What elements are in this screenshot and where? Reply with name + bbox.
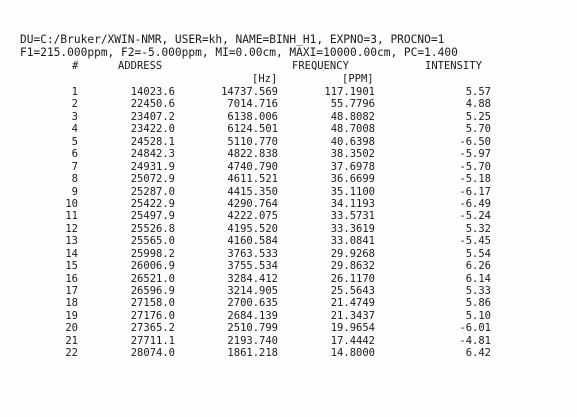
frequency-ppm-cell: 29.9268	[330, 247, 375, 260]
frequency-ppm-cell: 29.8632	[330, 260, 375, 273]
intensity-cell: 5.86	[465, 297, 491, 310]
intensity-cell: -6.49	[459, 197, 491, 210]
frequency-ppm-cell: 33.0841	[330, 235, 375, 248]
column-header-address: ADDRESS	[118, 60, 163, 72]
frequency-ppm-cell: 17.4442	[330, 334, 375, 347]
table-row	[0, 161, 577, 173]
intensity-cell: 6.14	[465, 272, 491, 285]
peak-number-cell: 8	[71, 173, 78, 186]
intensity-cell: -5.45	[459, 235, 491, 248]
frequency-hz-cell: 4222.075	[227, 210, 278, 223]
intensity-cell: 5.32	[465, 222, 491, 235]
peak-number-cell: 16	[65, 272, 78, 285]
frequency-hz-cell: 3763.533	[227, 247, 278, 260]
frequency-ppm-cell: 48.8082	[330, 110, 375, 123]
frequency-hz-cell: 2684.139	[227, 309, 278, 322]
frequency-ppm-cell: 33.5731	[330, 210, 375, 223]
peak-number-cell: 10	[65, 197, 78, 210]
frequency-hz-cell: 3755.534	[227, 260, 278, 273]
peak-number-cell: 14	[65, 247, 78, 260]
peak-table	[0, 86, 577, 360]
peak-number-cell: 13	[65, 235, 78, 248]
peak-number-cell: 20	[65, 322, 78, 335]
table-row	[0, 148, 577, 160]
address-cell: 27176.0	[130, 309, 175, 322]
peak-number-cell: 12	[65, 222, 78, 235]
address-cell: 27158.0	[130, 297, 175, 310]
table-row	[0, 173, 577, 185]
frequency-ppm-cell: 37.6978	[330, 160, 375, 173]
peak-number-cell: 21	[65, 334, 78, 347]
address-cell: 28074.0	[130, 347, 175, 360]
address-cell: 23422.0	[130, 123, 175, 136]
address-cell: 23407.2	[130, 110, 175, 123]
intensity-cell: -5.70	[459, 160, 491, 173]
intensity-cell: 5.10	[465, 309, 491, 322]
intensity-cell: 6.42	[465, 347, 491, 360]
frequency-hz-cell: 1861.218	[227, 347, 278, 360]
frequency-ppm-cell: 55.7796	[330, 98, 375, 111]
table-row	[0, 223, 577, 235]
frequency-hz-cell: 2700.635	[227, 297, 278, 310]
intensity-cell: -5.18	[459, 173, 491, 186]
peak-number-cell: 4	[71, 123, 78, 136]
frequency-hz-cell: 2510.799	[227, 322, 278, 335]
frequency-hz-cell: 4290.764	[227, 197, 278, 210]
frequency-ppm-cell: 117.1901	[324, 86, 375, 98]
table-row	[0, 98, 577, 110]
frequency-hz-cell: 3214.905	[227, 285, 278, 297]
address-cell: 25072.9	[130, 173, 175, 186]
frequency-ppm-cell: 38.3502	[330, 148, 375, 161]
frequency-ppm-cell: 36.6699	[330, 173, 375, 186]
frequency-ppm-cell: 48.7008	[330, 123, 375, 136]
intensity-cell: -5.97	[459, 148, 491, 161]
peak-number-cell: 3	[71, 110, 78, 123]
peak-number-cell: 9	[71, 185, 78, 198]
intensity-cell: 5.33	[465, 285, 491, 297]
unit-label-ppm: [PPM]	[342, 73, 374, 85]
frequency-hz-cell: 7014.716	[227, 98, 278, 111]
intensity-cell: -5.24	[459, 210, 491, 223]
intensity-cell: 5.25	[465, 110, 491, 123]
table-row	[0, 123, 577, 135]
peak-number-cell: 1	[71, 86, 78, 98]
frequency-hz-cell: 4611.521	[227, 173, 278, 186]
intensity-cell: -6.50	[459, 135, 491, 148]
table-row	[0, 86, 577, 98]
column-header-frequency: FREQUENCY	[292, 60, 349, 72]
table-row	[0, 198, 577, 210]
address-cell: 25998.2	[130, 247, 175, 260]
address-cell: 25497.9	[130, 210, 175, 223]
address-cell: 25526.8	[130, 222, 175, 235]
unit-label-hz: [Hz]	[252, 73, 278, 85]
table-row	[0, 273, 577, 285]
address-cell: 14023.6	[130, 86, 175, 98]
frequency-hz-cell: 14737.569	[221, 86, 278, 98]
address-cell: 27365.2	[130, 322, 175, 335]
table-row	[0, 248, 577, 260]
peak-number-cell: 2	[71, 98, 78, 111]
frequency-hz-cell: 2193.740	[227, 334, 278, 347]
table-row	[0, 111, 577, 123]
frequency-hz-cell: 6138.006	[227, 110, 278, 123]
table-row	[0, 210, 577, 222]
table-row	[0, 347, 577, 359]
address-cell: 25422.9	[130, 197, 175, 210]
frequency-hz-cell: 4195.520	[227, 222, 278, 235]
peak-number-cell: 7	[71, 160, 78, 173]
peak-number-cell: 15	[65, 260, 78, 273]
frequency-ppm-cell: 26.1170	[330, 272, 375, 285]
table-row	[0, 335, 577, 347]
intensity-cell: -6.01	[459, 322, 491, 335]
address-cell: 24528.1	[130, 135, 175, 148]
intensity-cell: 4.88	[465, 98, 491, 111]
peak-number-cell: 19	[65, 309, 78, 322]
peak-number-cell: 18	[65, 297, 78, 310]
address-cell: 26521.0	[130, 272, 175, 285]
intensity-cell: 5.54	[465, 247, 491, 260]
peak-number-cell: 5	[71, 135, 78, 148]
peak-number-cell: 11	[65, 210, 78, 223]
frequency-ppm-cell: 34.1193	[330, 197, 375, 210]
address-cell: 26596.9	[130, 285, 175, 297]
address-cell: 26006.9	[130, 260, 175, 273]
intensity-cell: 5.57	[465, 86, 491, 98]
table-row	[0, 235, 577, 247]
address-cell: 25287.0	[130, 185, 175, 198]
frequency-ppm-cell: 21.4749	[330, 297, 375, 310]
frequency-ppm-cell: 25.5643	[330, 285, 375, 297]
table-row	[0, 260, 577, 272]
address-cell: 27711.1	[130, 334, 175, 347]
column-header-intensity: INTENSITY	[425, 60, 482, 72]
peak-number-cell: 6	[71, 148, 78, 161]
peak-number-cell: 22	[65, 347, 78, 360]
frequency-ppm-cell: 33.3619	[330, 222, 375, 235]
intensity-cell: 6.26	[465, 260, 491, 273]
table-row	[0, 186, 577, 198]
intensity-cell: 5.70	[465, 123, 491, 136]
address-cell: 25565.0	[130, 235, 175, 248]
frequency-hz-cell: 4740.790	[227, 160, 278, 173]
plot-parameters-line: F1=215.000ppm, F2=-5.000ppm, MI=0.00cm, MAXI=10000.00cm, PC=1.400	[20, 46, 458, 59]
acquisition-path-line: DU=C:/Bruker/XWIN-NMR, USER=kh, NAME=BINH_H1, EXPNO=3, PROCNO=1	[20, 33, 445, 46]
address-cell: 22450.6	[130, 98, 175, 111]
frequency-hz-cell: 6124.501	[227, 123, 278, 136]
frequency-hz-cell: 4415.350	[227, 185, 278, 198]
table-row	[0, 310, 577, 322]
frequency-ppm-cell: 40.6398	[330, 135, 375, 148]
table-row	[0, 285, 577, 297]
frequency-ppm-cell: 21.3437	[330, 309, 375, 322]
address-cell: 24931.9	[130, 160, 175, 173]
table-row	[0, 322, 577, 334]
frequency-hz-cell: 4822.838	[227, 148, 278, 161]
table-row	[0, 136, 577, 148]
frequency-ppm-cell: 14.8000	[330, 347, 375, 360]
frequency-hz-cell: 3284.412	[227, 272, 278, 285]
frequency-hz-cell: 5110.770	[227, 135, 278, 148]
frequency-hz-cell: 4160.584	[227, 235, 278, 248]
table-row	[0, 297, 577, 309]
intensity-cell: -4.81	[459, 334, 491, 347]
frequency-ppm-cell: 19.9654	[330, 322, 375, 335]
frequency-ppm-cell: 35.1100	[330, 185, 375, 198]
address-cell: 24842.3	[130, 148, 175, 161]
intensity-cell: -6.17	[459, 185, 491, 198]
peak-number-cell: 17	[65, 285, 78, 297]
column-header-number: #	[72, 60, 79, 72]
